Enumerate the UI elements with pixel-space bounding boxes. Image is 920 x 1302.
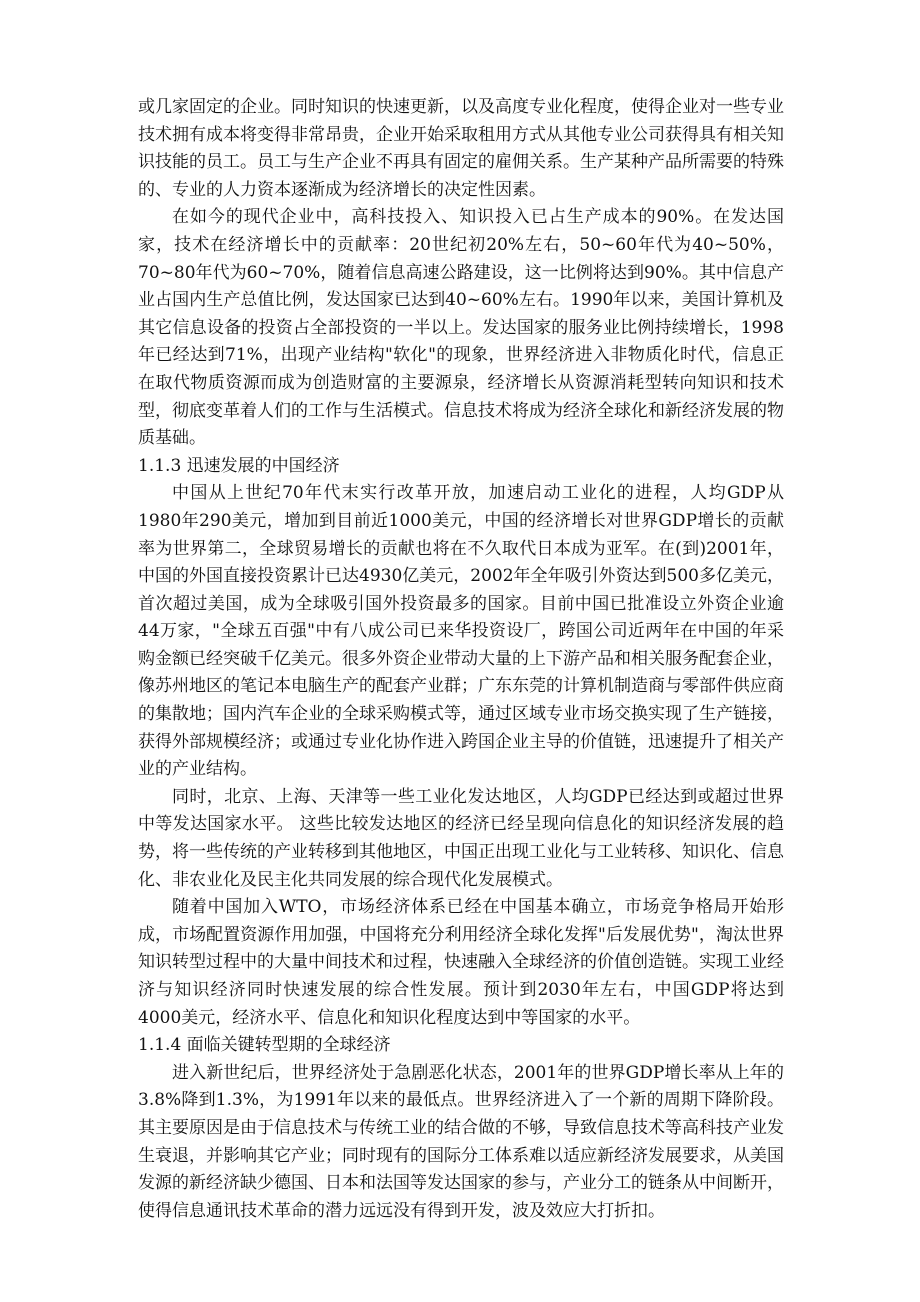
document-body <box>138 94 784 1225</box>
paragraph-global-economy: 进入新世纪后，世界经济处于急剧恶化状态，2001年的世界GDP增长率从上年的3.8%降到1.3%，为1991年以来的最低点。世界经济进入了一个新的周期下降阶段。其主要原因是由于信息技术与传统工业的结合做的不够，导致信息技术等高科技产业发生衰退，并影响其它产业；同时现有的国际分工体系难以适应新经济发展要求，从美国发源的新经济缺少德国、日本和法国等发达国家的参与，产业分工的链条从中间断开，使得信息通讯技术革命的潜力远远没有得到开发，波及效应大打折扣。 <box>138 1062 784 1221</box>
paragraph-modern-enterprise: 在如今的现代企业中，高科技投入、知识投入已占生产成本的90%。在发达国家，技术在经济增长中的贡献率：20世纪初20%左右，50~60年代为40~50%，70~80年代为60~70%，随着信息高速公路建设，这一比例将达到90%。其中信息产业占国内生产总值比例，发达国家已达到40~60%左右。1990年以来，美国计算机及其它信息设备的投资占全部投资的一半以上。发达国家的服务业比例持续增长，1998年已经达到71%，出现产业结构"软化"的现象，世界经济进入非物质化时代，信息正在取代物质资源而成为创造财富的主要源泉，经济增长从资源消耗型转向知识和技术型，彻底变革着人们的工作与生活模式。信息技术将成为经济全球化和新经济发展的物质基础。 <box>138 207 784 449</box>
paragraph-china-growth: 中国从上世纪70年代末实行改革开放，加速启动工业化的进程，人均GDP从1980年290美元，增加到目前近1000美元，中国的经济增长对世界GDP增长的贡献率为世界第二，全球贸易增长的贡献也将在不久取代日本成为亚军。在(到)2001年，中国的外国直接投资累计已达4930亿美元，2002年全年吸引外资达到500多亿美元，首次超过美国，成为全球吸引国外投资最多的国家。目前中国已批准设立外资企业逾44万家，"全球五百强"中有八成公司已来华投资设厂，跨国公司近两年在中国的年采购金额已经突破千亿美元。很多外资企业带动大量的上下游产品和相关服务配套企业，像苏州地区的笔记本电脑生产的配套产业群；广东东莞的计算机制造商与零部件供应商的集散地；国内汽车企业的全球采购模式等，通过区域专业市场交换实现了生产链接，获得外部规模经济；或通过专业化协作进入跨国企业主导的价值链，迅速提升了相关产业的产业结构。 <box>138 483 784 780</box>
section-heading-1-1-4: 1.1.4 面临关键转型期的全球经济 <box>138 1035 391 1056</box>
section-heading-1-1-3: 1.1.3 迅速发展的中国经济 <box>138 455 340 476</box>
paragraph-continuation: 或几家固定的企业。同时知识的快速更新，以及高度专业化程度，使得企业对一些专业技术拥有成本将变得非常昂贵，企业开始采取租用方式从其他专业公司获得具有相关知识技能的员工。员工与生产企业不再具有固定的雇佣关系。生产某种产品所需要的特殊的、专业的人力资本逐渐成为经济增长的决定性因素。 <box>138 97 784 200</box>
paragraph-developed-regions: 同时，北京、上海、天津等一些工业化发达地区，人均GDP已经达到或超过世界中等发达国家水平。 这些比较发达地区的经济已经呈现向信息化的知识经济发展的趋势，将一些传统的产业转移到其他地区，中国正出现工业化与工业转移、知识化、信息化、非农业化及民主化共同发展的综合现代化发展模式。 <box>138 786 784 890</box>
paragraph-wto: 随着中国加入WTO，市场经济体系已经在中国基本确立，市场竞争格局开始形成，市场配置资源作用加强，中国将充分利用经济全球化发挥"后发展优势"，淘汰世界知识转型过程中的大量中间技术和过程，快速融入全球经济的价值创造链。实现工业经济与知识经济同时快速发展的综合性发展。预计到2030年左右，中国GDP将达到4000美元，经济水平、信息化和知识化程度达到中等国家的水平。 <box>138 897 784 1028</box>
